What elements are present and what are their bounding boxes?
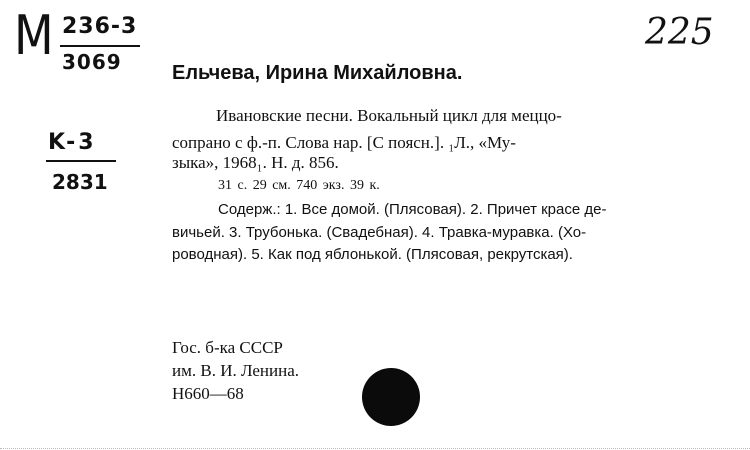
contents-line: вичьей. 3. Трубонька. (Свадебная). 4. Травка-муравка. (Хо- bbox=[172, 224, 587, 241]
handwritten-shelfmark-bottom: 3069 bbox=[62, 50, 122, 74]
library-imprint-line: Гос. б-ка СССР bbox=[172, 338, 283, 357]
library-imprint-line: им. В. И. Ленина. bbox=[172, 361, 300, 380]
handwritten-secondary-mark-bottom: 2831 bbox=[52, 170, 108, 194]
description-line: сопрано с ф.-п. Слова нар. [С поясн.]. ₁Л., «Му- bbox=[172, 133, 516, 152]
collation-line: 31 с. 29 см. 740 экз. 39 к. bbox=[218, 178, 380, 193]
card-punch-hole bbox=[362, 368, 420, 426]
contents-line: роводная). 5. Как под яблонькой. (Плясовая, рекрутская). bbox=[172, 246, 573, 263]
handwritten-corner-number: 225 bbox=[645, 12, 714, 53]
shelfmark-divider bbox=[60, 45, 140, 47]
author-heading: Ельчева, Ирина Михайловна. bbox=[172, 62, 463, 84]
description-line: Ивановские песни. Вокальный цикл для меццо- bbox=[216, 106, 562, 125]
handwritten-shelfmark-top: 236-3 bbox=[62, 14, 138, 39]
description-line: зыка», 1968₁. Н. д. 856. bbox=[172, 153, 339, 172]
library-imprint-code: Н660—68 bbox=[172, 384, 244, 403]
secondary-mark-divider bbox=[46, 160, 116, 162]
handwritten-secondary-mark-top: K-3 bbox=[48, 130, 97, 155]
handwritten-collection-letter: M bbox=[14, 4, 54, 67]
contents-line: Содерж.: 1. Все домой. (Плясовая). 2. Причет красе де- bbox=[218, 201, 607, 218]
